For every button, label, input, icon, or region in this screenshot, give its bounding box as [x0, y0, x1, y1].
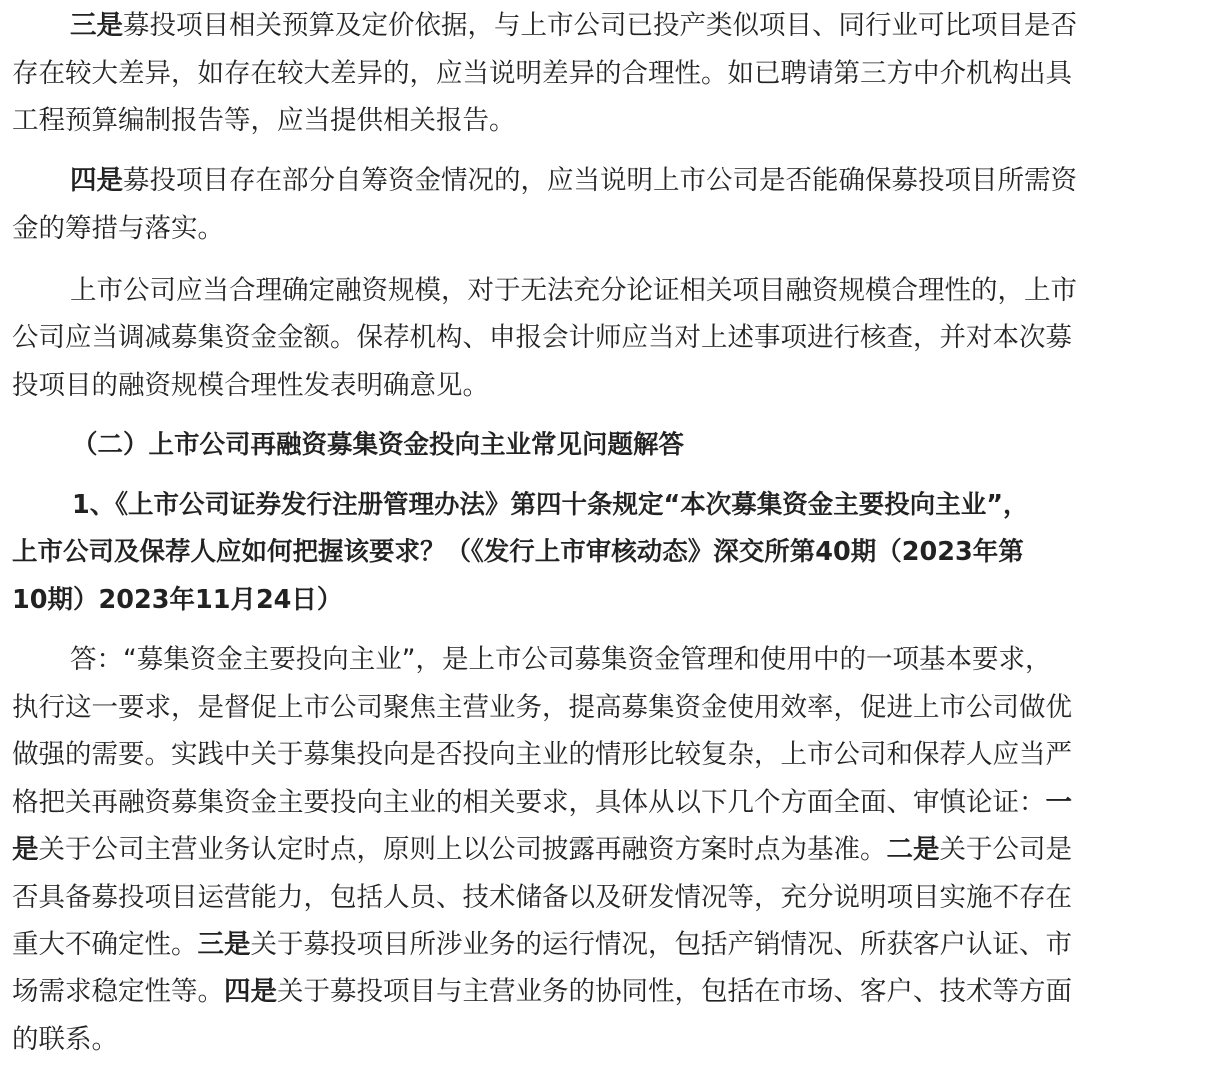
answer-line	[12, 1020, 1197, 1060]
answer-text: 做强的需要。实践中关于募集投向是否投向主业的情形比较复杂，上市公司和保荐人应当严	[12, 739, 1072, 770]
answer-text: 关于募投项目与主营业务的协同性，包括在市场、客户、技术等方面	[277, 976, 1072, 1007]
emphasis-label: 三是	[197, 929, 251, 960]
question-line	[12, 580, 1197, 620]
question-line	[72, 485, 1197, 525]
paragraph-text: 存在较大差异，如存在较大差异的，应当说明差异的合理性。如已聘请第三方中介机构出具	[12, 58, 1072, 89]
answer-line	[12, 972, 1197, 1012]
answer-text: 执行这一要求，是督促上市公司聚焦主营业务，提高募集资金使用效率，促进上市公司做优	[12, 692, 1072, 723]
paragraph-text: 募投项目存在部分自筹资金情况的，应当说明上市公司是否能确保募投项目所需资	[123, 165, 1077, 196]
emphasis-label: 是	[12, 834, 39, 865]
answer-line	[12, 830, 1197, 870]
paragraph-line	[70, 271, 1197, 311]
answer-line	[12, 925, 1197, 965]
answer-text: 关于公司主营业务认定时点，原则上以公司披露再融资方案时点为基准。	[38, 834, 887, 865]
paragraph-line	[12, 54, 1197, 94]
emphasis-label: 三是	[70, 10, 123, 41]
answer-text: 重大不确定性。	[12, 929, 198, 960]
paragraph-text: 上市公司应当合理确定融资规模，对于无法充分论证相关项目融资规模合理性的，上市	[70, 275, 1077, 306]
paragraph-line	[12, 366, 1197, 406]
answer-text: 场需求稳定性等。	[12, 976, 224, 1007]
paragraph-text: 公司应当调减募集资金金额。保荐机构、申报会计师应当对上述事项进行核查，并对本次募	[12, 322, 1072, 353]
question-text: 1、《上市公司证券发行注册管理办法》第四十条规定“本次募集资金主要投向主业”，	[72, 490, 1029, 520]
section-heading	[72, 425, 1197, 465]
emphasis-label: 四是	[70, 165, 123, 196]
answer-text: 关于募投项目所涉业务的运行情况，包括产销情况、所获客户认证、市	[250, 929, 1072, 960]
paragraph-text: 工程预算编制报告等，应当提供相关报告。	[12, 105, 516, 136]
answer-text: 否具备募投项目运营能力，包括人员、技术储备以及研发情况等，充分说明项目实施不存在	[12, 882, 1072, 913]
paragraph-line	[70, 161, 1197, 201]
question-text: 上市公司及保荐人应如何把握该要求？（《发行上市审核动态》深交所第40期（2023年第	[12, 537, 1024, 567]
question-line	[12, 532, 1197, 572]
answer-line	[12, 735, 1197, 775]
paragraph-line	[12, 209, 1197, 249]
paragraph-text: 募投项目相关预算及定价依据，与上市公司已投产类似项目、同行业可比项目是否	[123, 10, 1077, 41]
emphasis-label: 一	[1045, 787, 1072, 818]
paragraph-line	[70, 6, 1197, 46]
answer-line	[12, 783, 1197, 823]
answer-line	[12, 688, 1197, 728]
paragraph-text: 投项目的融资规模合理性发表明确意见。	[12, 370, 489, 401]
emphasis-label: 二是	[886, 834, 940, 865]
paragraph-line	[12, 318, 1197, 358]
answer-text: 格把关再融资募集资金主要投向主业的相关要求，具体从以下几个方面全面、审慎论证：	[12, 787, 1046, 818]
answer-line	[12, 878, 1197, 918]
paragraph-line	[12, 101, 1197, 141]
section-heading-text: （二）上市公司再融资募集资金投向主业常见问题解答	[72, 430, 685, 460]
paragraph-text: 金的筹措与落实。	[12, 213, 224, 244]
answer-text: 答：“募集资金主要投向主业”，是上市公司募集资金管理和使用中的一项基本要求，	[70, 644, 1052, 675]
question-text: 10期）2023年11月24日）	[12, 585, 343, 615]
answer-text: 关于公司是	[939, 834, 1072, 865]
answer-text: 的联系。	[12, 1024, 118, 1055]
answer-line	[70, 640, 1197, 680]
emphasis-label: 四是	[224, 976, 277, 1007]
